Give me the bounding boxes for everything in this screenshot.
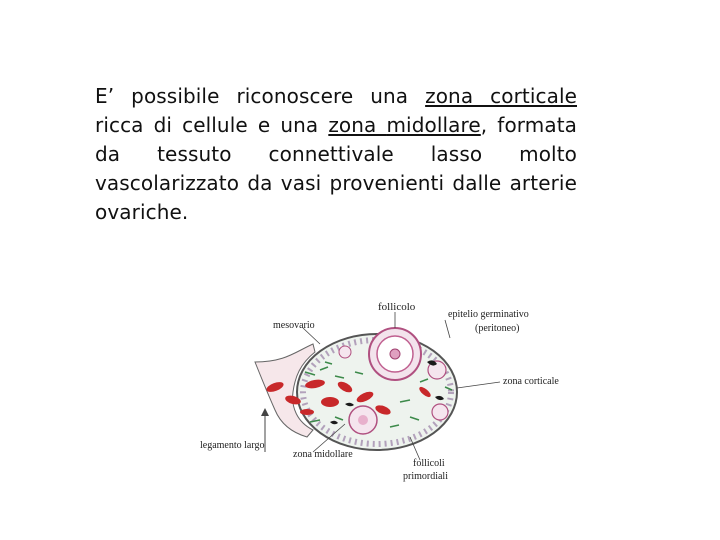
follicle-small-3 [432,404,448,420]
body-paragraph [95,82,577,227]
label-follicoli-line2: primordiali [403,471,448,482]
label-follicolo: follicolo [378,301,416,313]
label-epitelio-line1: epitelio germinativo [448,309,529,320]
label-zona-corticale: zona corticale [503,376,559,387]
oocyte [390,349,400,359]
label-zona-midollare: zona midollare [293,449,353,460]
label-legamento-largo: legamento largo [200,440,265,451]
legamento-arrow-head [261,408,269,416]
ovary-illustration [195,292,585,492]
term-zona: zona [328,113,387,137]
ovary-diagram [195,292,585,492]
text-part-4: , formata da tessuto connettivale lasso molto vascolarizzato da vasi provenienti dalle arterie ovariche. [95,113,577,224]
text-part-2: ricca di cellule e una [95,113,329,137]
label-follicoli-line1: follicoli [413,458,445,469]
term-midollare: midollare [386,113,481,137]
text-part-1: E’ possibile riconoscere una [95,84,426,108]
follicle-small-4 [339,346,351,358]
label-mesovario: mesovario [273,320,315,331]
term-zona-corticale: zona corticale [425,84,577,108]
label-epitelio-line2: (peritoneo) [475,323,520,334]
follicle-small-1-core [358,415,368,425]
